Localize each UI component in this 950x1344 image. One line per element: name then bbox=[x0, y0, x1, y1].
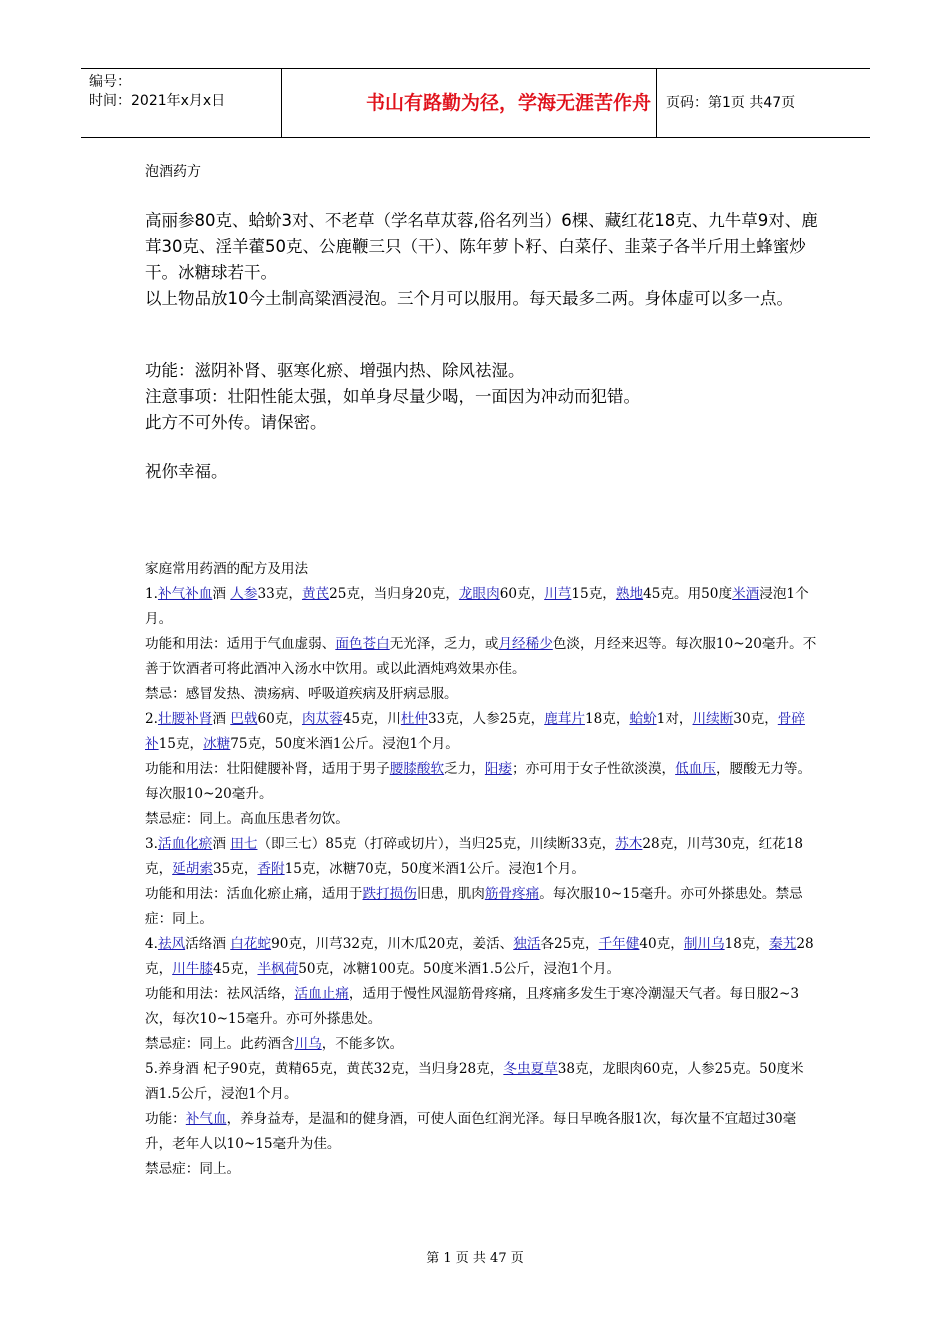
term-link[interactable]: 筋骨疼痛 bbox=[484, 886, 540, 902]
text-run: 功能和用法：活血化瘀止痛，适用于 bbox=[145, 886, 363, 902]
text-run: ，养身益寿，是温和的健身酒，可使人面色红润光泽。每日早晚各服1次，每次量不宜超过30毫升，老年人以10~15毫升为佳。 bbox=[145, 1111, 797, 1152]
text-run: 功能和用法：适用于气血虚弱、 bbox=[145, 636, 336, 652]
text-run: 禁忌：感冒发热、溃疡病、呼吸道疾病及肝病忌服。 bbox=[145, 686, 458, 702]
section2-paragraph bbox=[145, 632, 817, 682]
term-link[interactable]: 黄芪 bbox=[301, 586, 330, 602]
section2-paragraph bbox=[145, 757, 817, 807]
term-link[interactable]: 补气血 bbox=[185, 1111, 227, 1127]
term-link[interactable]: 秦艽 bbox=[769, 936, 797, 952]
text-run: 功能： bbox=[145, 1111, 186, 1127]
text-run: 1. bbox=[145, 586, 158, 602]
caution-paragraph: 注意事项：壮阳性能太强，如单身尽量少喝，一面因为冲动而犯错。 bbox=[145, 387, 640, 406]
section2-paragraph bbox=[145, 1107, 817, 1157]
page-footer: 第 1 页 共 47 页 bbox=[426, 1251, 524, 1266]
text-run: ，不能多饮。 bbox=[321, 1036, 404, 1052]
term-link[interactable]: 腰膝酸软 bbox=[389, 761, 445, 777]
text-run: 18克， bbox=[724, 936, 770, 952]
text-run: （即三七）85克（打碎或切片），当归25克，川续断33克， bbox=[257, 836, 616, 852]
term-link[interactable]: 肉苁蓉 bbox=[301, 711, 343, 727]
text-run: 45克，川 bbox=[342, 711, 401, 727]
term-link[interactable]: 壮腰补肾 bbox=[157, 711, 213, 727]
section2-title: 家庭常用药酒的配方及用法 bbox=[145, 561, 309, 577]
term-link[interactable]: 杜仲 bbox=[400, 711, 429, 727]
text-run: 75克，50度米酒1公斤。浸泡1个月。 bbox=[230, 736, 459, 752]
text-run: 45克， bbox=[212, 961, 258, 977]
term-link[interactable]: 巴戟 bbox=[230, 711, 258, 727]
term-link[interactable]: 田七 bbox=[230, 836, 258, 852]
text-run: 30克， bbox=[733, 711, 778, 727]
term-link[interactable]: 川乌 bbox=[294, 1036, 322, 1052]
term-link[interactable]: 鹿茸片 bbox=[544, 711, 585, 727]
section2-paragraph bbox=[145, 1057, 817, 1107]
text-run: 1对， bbox=[656, 711, 693, 727]
text-run: 功能和用法：祛风活络， bbox=[145, 986, 295, 1002]
text-run: 旧患，肌肉 bbox=[416, 886, 485, 902]
ingredients-paragraph: 高丽参80克、蛤蚧3对、不老草（学名草苁蓉,俗名列当）6棵、藏红花18克、九牛草9对、鹿茸30克、淫羊藿50克、公鹿鞭三只（干）、陈年萝卜籽、白菜仔、韭菜子各半斤用土蜂蜜炒干。冰糖球若干。 bbox=[145, 211, 818, 282]
section2-paragraph bbox=[145, 807, 817, 832]
term-link[interactable]: 人参 bbox=[230, 586, 258, 602]
term-link[interactable]: 祛风 bbox=[157, 936, 186, 952]
term-link[interactable]: 跌打损伤 bbox=[362, 886, 417, 902]
section2-lines bbox=[145, 582, 817, 1182]
term-link[interactable]: 川牛膝 bbox=[172, 961, 213, 977]
header-page-number: 页码：第1页 共47页 bbox=[666, 95, 796, 111]
text-run: 50克，冰糖100克。50度米酒1.5公斤，浸泡1个月。 bbox=[298, 961, 621, 977]
section2-paragraph bbox=[145, 1157, 817, 1182]
term-link[interactable]: 苏木 bbox=[615, 836, 643, 852]
text-run: 4. bbox=[145, 936, 158, 952]
preparation-paragraph: 以上物品放10今土制高粱酒浸泡。三个月可以服用。每天最多二两。身体虚可以多一点。 bbox=[145, 289, 793, 308]
recipe-ingredients bbox=[145, 208, 825, 312]
text-run: 禁忌症：同上。高血压患者勿饮。 bbox=[145, 811, 349, 827]
page-header bbox=[81, 68, 870, 138]
section2-body bbox=[145, 557, 817, 1182]
text-run: 28克， bbox=[145, 936, 814, 977]
term-link[interactable]: 千年健 bbox=[598, 936, 640, 952]
text-run: 禁忌症：同上。此药酒含 bbox=[145, 1036, 295, 1052]
term-link[interactable]: 白花蛇 bbox=[230, 936, 272, 952]
text-run: 35克， bbox=[212, 861, 258, 877]
term-link[interactable]: 蛤蚧 bbox=[629, 711, 657, 727]
term-link[interactable]: 面色苍白 bbox=[335, 636, 390, 652]
text-run: 各25克， bbox=[540, 936, 599, 952]
text-run: 功能和用法：壮阳健腰补肾，适用于男子 bbox=[145, 761, 390, 777]
text-run: 45克。用50度 bbox=[643, 586, 733, 602]
section2-paragraph bbox=[145, 982, 817, 1032]
text-run: 28克，川芎30克，红花18克， bbox=[145, 836, 804, 877]
text-run: 5.养身酒 杞子90克，黄精65克，黄芪32克，当归身28克， bbox=[145, 1061, 504, 1077]
text-run: 2. bbox=[145, 711, 158, 727]
term-link[interactable]: 川续断 bbox=[692, 711, 734, 727]
secret-paragraph: 此方不可外传。请保密。 bbox=[145, 413, 327, 432]
wishes-line: 祝你幸福。 bbox=[145, 462, 228, 481]
text-run: 酒 bbox=[212, 836, 231, 852]
text-run: 60克， bbox=[499, 586, 545, 602]
text-run: 酒 bbox=[212, 586, 231, 602]
recipe-notes bbox=[145, 358, 825, 436]
text-run: 无光泽，乏力，或 bbox=[389, 636, 499, 652]
text-run: 酒 bbox=[212, 711, 231, 727]
term-link[interactable]: 冬虫夏草 bbox=[503, 1061, 558, 1077]
text-run: ；亦可用于女子性欲淡漠， bbox=[512, 761, 676, 777]
document-date: 时间：2021年x月x日 bbox=[89, 93, 226, 109]
section1-title: 泡酒药方 bbox=[145, 164, 201, 180]
text-run: 33克，人参25克， bbox=[428, 711, 545, 727]
section2-paragraph bbox=[145, 832, 817, 882]
document-number: 编号： bbox=[89, 74, 131, 90]
term-link[interactable]: 低血压 bbox=[675, 761, 716, 777]
text-run: 15克，冰糖70克，50度米酒1公斤。浸泡1个月。 bbox=[284, 861, 585, 877]
header-motto: 书山有路勤为径，学海无涯苦作舟 bbox=[365, 92, 651, 114]
section2-paragraph bbox=[145, 1032, 817, 1057]
section2-paragraph bbox=[145, 682, 817, 707]
text-run: 。每次服10~15毫升。亦可外搽患处。禁忌症：同上。 bbox=[145, 886, 803, 927]
text-run: ，腰酸无力等。每次服10~20毫升。 bbox=[145, 761, 812, 802]
term-link[interactable]: 米酒 bbox=[732, 586, 760, 602]
text-run: 18克， bbox=[584, 711, 630, 727]
text-run: 40克， bbox=[639, 936, 684, 952]
text-run: 38克，龙眼肉60克，人参25克。50度米酒1.5公斤，浸泡1个月。 bbox=[145, 1061, 804, 1102]
term-link[interactable]: 半枫荷 bbox=[257, 961, 299, 977]
term-link[interactable]: 月经稀少 bbox=[498, 636, 553, 652]
text-run: 乏力， bbox=[444, 761, 485, 777]
text-run: 活络酒 bbox=[185, 936, 231, 952]
text-run: 3. bbox=[145, 836, 158, 852]
text-run: ，适用于慢性风湿筋骨疼痛，且疼痛多发生于寒冷潮湿天气者。每日服2~3次，每次10~15毫升。亦可外搽患处。 bbox=[145, 986, 799, 1027]
function-paragraph: 功能：滋阴补肾、驱寒化瘀、增强内热、除风祛湿。 bbox=[145, 361, 525, 380]
text-run: 15克， bbox=[571, 586, 616, 602]
term-link[interactable]: 补气补血 bbox=[157, 586, 213, 602]
text-run: 60克， bbox=[257, 711, 302, 727]
text-run: 色淡，月经来迟等。每次服10~20毫升。不善于饮酒者可将此酒冲入汤水中饮用。或以此酒炖鸡效果亦佳。 bbox=[145, 636, 817, 677]
term-link[interactable]: 川芎 bbox=[544, 586, 572, 602]
text-run: 15克， bbox=[158, 736, 204, 752]
term-link[interactable]: 阳痿 bbox=[484, 761, 513, 777]
section2-paragraph bbox=[145, 882, 817, 932]
text-run: 禁忌症：同上。 bbox=[145, 1161, 241, 1177]
term-link[interactable]: 龙眼肉 bbox=[458, 586, 500, 602]
term-link[interactable]: 熟地 bbox=[615, 586, 644, 602]
term-link[interactable]: 制川乌 bbox=[683, 936, 725, 952]
term-link[interactable]: 香附 bbox=[257, 861, 285, 877]
term-link[interactable]: 延胡索 bbox=[172, 861, 213, 877]
text-run: 浸泡1个月。 bbox=[145, 586, 809, 627]
header-left bbox=[89, 73, 225, 111]
term-link[interactable]: 骨碎补 bbox=[145, 711, 805, 752]
header-divider bbox=[656, 69, 657, 137]
term-link[interactable]: 独活 bbox=[513, 936, 541, 952]
section2-paragraph bbox=[145, 707, 817, 757]
text-run: 25克，当归身20克， bbox=[329, 586, 459, 602]
term-link[interactable]: 活血止痛 bbox=[294, 986, 349, 1002]
term-link[interactable]: 冰糖 bbox=[203, 736, 231, 752]
text-run: 90克，川芎32克，川木瓜20克，姜活、 bbox=[271, 936, 514, 952]
text-run: 33克， bbox=[257, 586, 302, 602]
term-link[interactable]: 活血化瘀 bbox=[157, 836, 213, 852]
section2-paragraph bbox=[145, 932, 817, 982]
section2-paragraph bbox=[145, 582, 817, 632]
